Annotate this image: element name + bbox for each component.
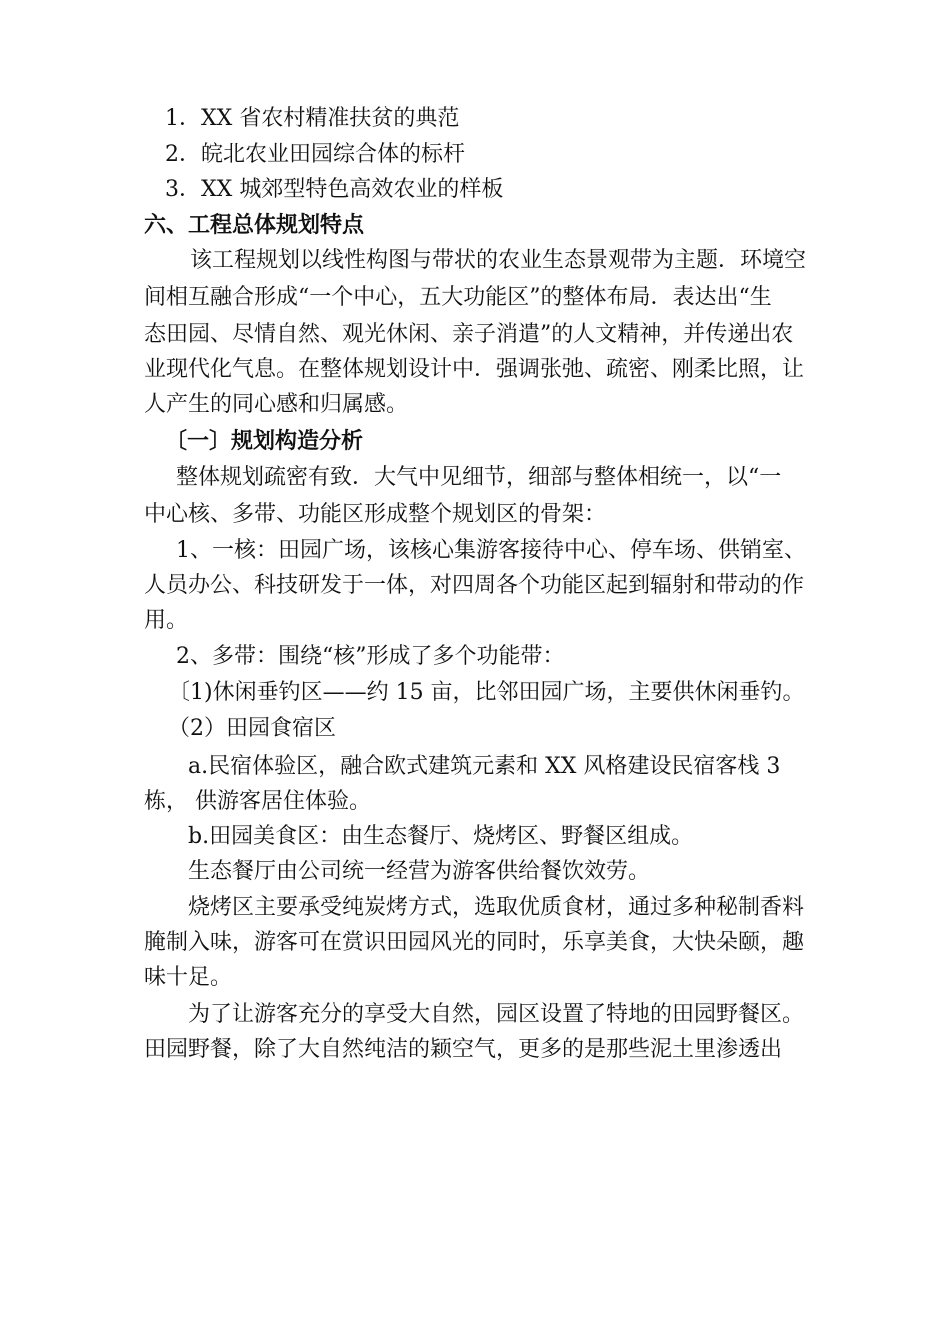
paragraph-line: 生态餐厅由公司统一经营为游客供给餐饮效劳。: [188, 859, 651, 884]
paragraph-line: 烧烤区主要承受纯炭烤方式，选取优质食材，通过多种秘制香料: [188, 895, 805, 920]
list-item-3: 3．XX 城郊型特色高效农业的样板: [165, 177, 504, 202]
paragraph-line: 业现代化气息。在整体规划设计中．强调张弛、疏密、刚柔比照，让: [144, 357, 805, 382]
paragraph-line: 人产生的同心感和归属感。: [144, 392, 409, 417]
paragraph-line: 用。: [144, 608, 189, 633]
paragraph-line: 栋， 供游客居住体验。: [144, 789, 371, 814]
paragraph-line: 2、多带：围绕“核”形成了多个功能带：: [176, 644, 565, 669]
paragraph-line: 味十足。: [144, 965, 233, 990]
paragraph-line: b.田园美食区：由生态餐厅、烧烤区、野餐区组成。: [188, 824, 694, 849]
paragraph-line: 为了让游客充分的享受大自然，园区设置了特地的田园野餐区。: [188, 1002, 805, 1027]
paragraph-line: 间相互融合形成“一个中心，五大功能区”的整体布局．表达出“生: [144, 285, 772, 310]
list-item-2: 2．皖北农业田园综合体的标杆: [165, 142, 465, 167]
paragraph-line: 〔1)休闲垂钓区——约 15 亩，比邻田园广场，主要供休闲垂钓。: [168, 680, 805, 705]
paragraph-line: 人员办公、科技研发于一体，对四周各个功能区起到辐射和带动的作: [144, 573, 805, 598]
subsection-heading: 〔一〕规划构造分析: [165, 428, 364, 454]
paragraph-line: 该工程规划以线性构图与带状的农业生态景观带为主题．环境空: [190, 248, 807, 273]
paragraph-line: 1、一核：田园广场，该核心集游客接待中心、停车场、供销室、: [176, 538, 806, 563]
paragraph-line: 整体规划疏密有致．大气中见细节，细部与整体相统一，以“一: [176, 465, 782, 490]
paragraph-line: 腌制入味，游客可在赏识田园风光的同时，乐享美食，大快朵颐，趣: [144, 930, 805, 955]
paragraph-line: （2）田园食宿区: [168, 716, 336, 741]
paragraph-line: 态田园、尽情自然、观光休闲、亲子消遣”的人文精神，并传递出农: [144, 322, 794, 347]
list-item-1: 1．XX 省农村精准扶贫的典范: [165, 106, 460, 131]
section-heading: 六、工程总体规划特点: [144, 212, 365, 238]
paragraph-line: 中心核、多带、功能区形成整个规划区的骨架：: [144, 502, 607, 527]
paragraph-line: a.民宿体验区，融合欧式建筑元素和 XX 风格建设民宿客栈 3: [188, 754, 781, 779]
paragraph-line: 田园野餐，除了大自然纯洁的颖空气，更多的是那些泥土里渗透出: [144, 1037, 783, 1062]
